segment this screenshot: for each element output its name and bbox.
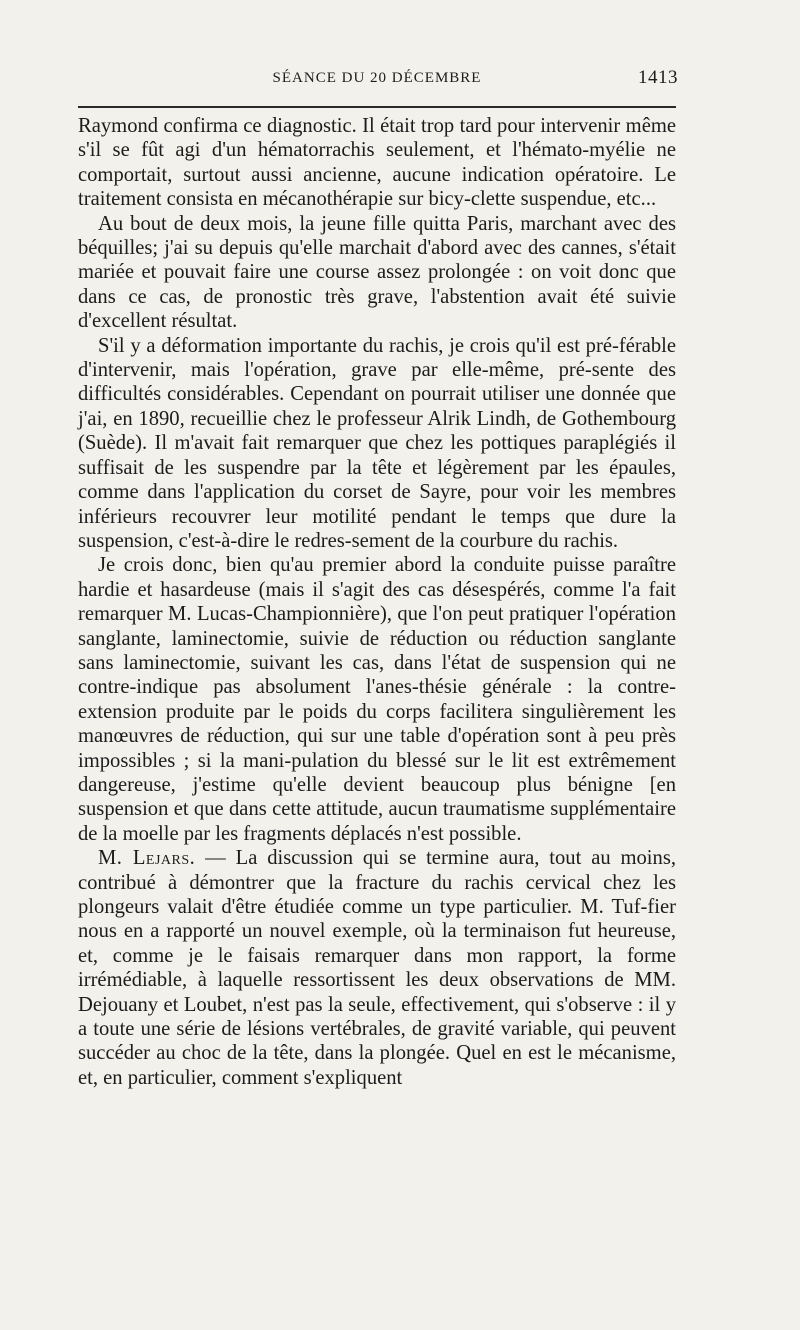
paragraph: S'il y a déformation importante du rachis, je crois qu'il est pré-férable d'intervenir, mais l'opération, grave par elle-même, pré-sente des difficultés considérables. Cependant on pourrait utiliser une donnée que j'ai, en 1890, recueillie chez le professeur Alrik Lindh, de Gothembourg (Suède). Il m'avait fait remarquer que chez les pottiques paraplégiés il suffisait de les suspendre par la tête et légèrement par les épaules, comme dans l'application du corset de Sayre, pour voir les membres inférieurs recouvrer leur motilité pendant le temps que dure la suspension, c'est-à-dire le redres-sement de la courbure du rachis. [78,334,676,552]
document-page [78,64,676,1090]
discussion-paragraph [78,846,676,1090]
paragraph: Raymond confirma ce diagnostic. Il était trop tard pour intervenir même s'il se fût agi d'un hématorrachis seulement, et l'hémato-myélie ne comportait, surtout aussi ancienne, aucune indication opératoire. Le traitement consista en mécanothérapie sur bicy-clette suspendue, etc... [78,115,676,211]
paragraph: Je crois donc, bien qu'au premier abord la conduite puisse paraître hardie et hasardeuse (mais il s'agit des cas désespérés, comme l'a fait remarquer M. Lucas-Championnière), que l'on peut pratiquer l'opération sanglante, laminectomie, suivie de réduction ou réduction sanglante sans laminectomie, suivant les cas, dans l'état de suspension qui ne contre-indique pas absolument l'anes-thésie générale : la contre-extension produite par le poids du corps facilitera singulièrement les manœuvres de réduction, qui sur une table d'opération sont à peu près impossibles ; si la mani-pulation du blessé sur le lit est extrêmement dangereuse, j'estime qu'elle devient beaucoup plus bénigne [en suspension et que dans cette attitude, aucun traumatisme supplémentaire de la moelle par les fragments déplacés n'est possible. [78,554,676,845]
running-title: SÉANCE DU 20 DÉCEMBRE [272,70,482,86]
page-number: 1413 [638,67,678,88]
page-header [78,64,676,94]
discussion-text: — La discussion qui se termine aura, tout au moins, contribué à démontrer que la fracture du rachis cervical chez les plongeurs valait d'être étudiée comme un type particulier. M. Tuf-fier nous en a rapporté un nouvel exemple, où la terminaison fut heureuse, et, comme je le faisais remarquer dans mon rapport, la forme irrémédiable, à laquelle ressortissent les deux observations de MM. Dejouany et Loubet, n'est pas la seule, effectivement, qui s'observe : il y a toute une série de lésions vertébrales, de gravité variable, qui peuvent succéder au choc de la tête, dans la plongée. Quel en est le mécanisme, et, en particulier, comment s'expliquent [78,847,676,1089]
paragraph: Au bout de deux mois, la jeune fille quitta Paris, marchant avec des béquilles; j'ai su depuis qu'elle marchait d'abord avec des cannes, s'était mariée et pouvait faire une course assez prolongée : on voit donc que dans ce cas, de pronostic très grave, l'abstention avait été suivie d'excellent résultat. [78,212,676,333]
speaker-name: M. Lejars. [98,847,196,870]
header-rule [78,106,676,108]
body-text [78,114,676,1090]
